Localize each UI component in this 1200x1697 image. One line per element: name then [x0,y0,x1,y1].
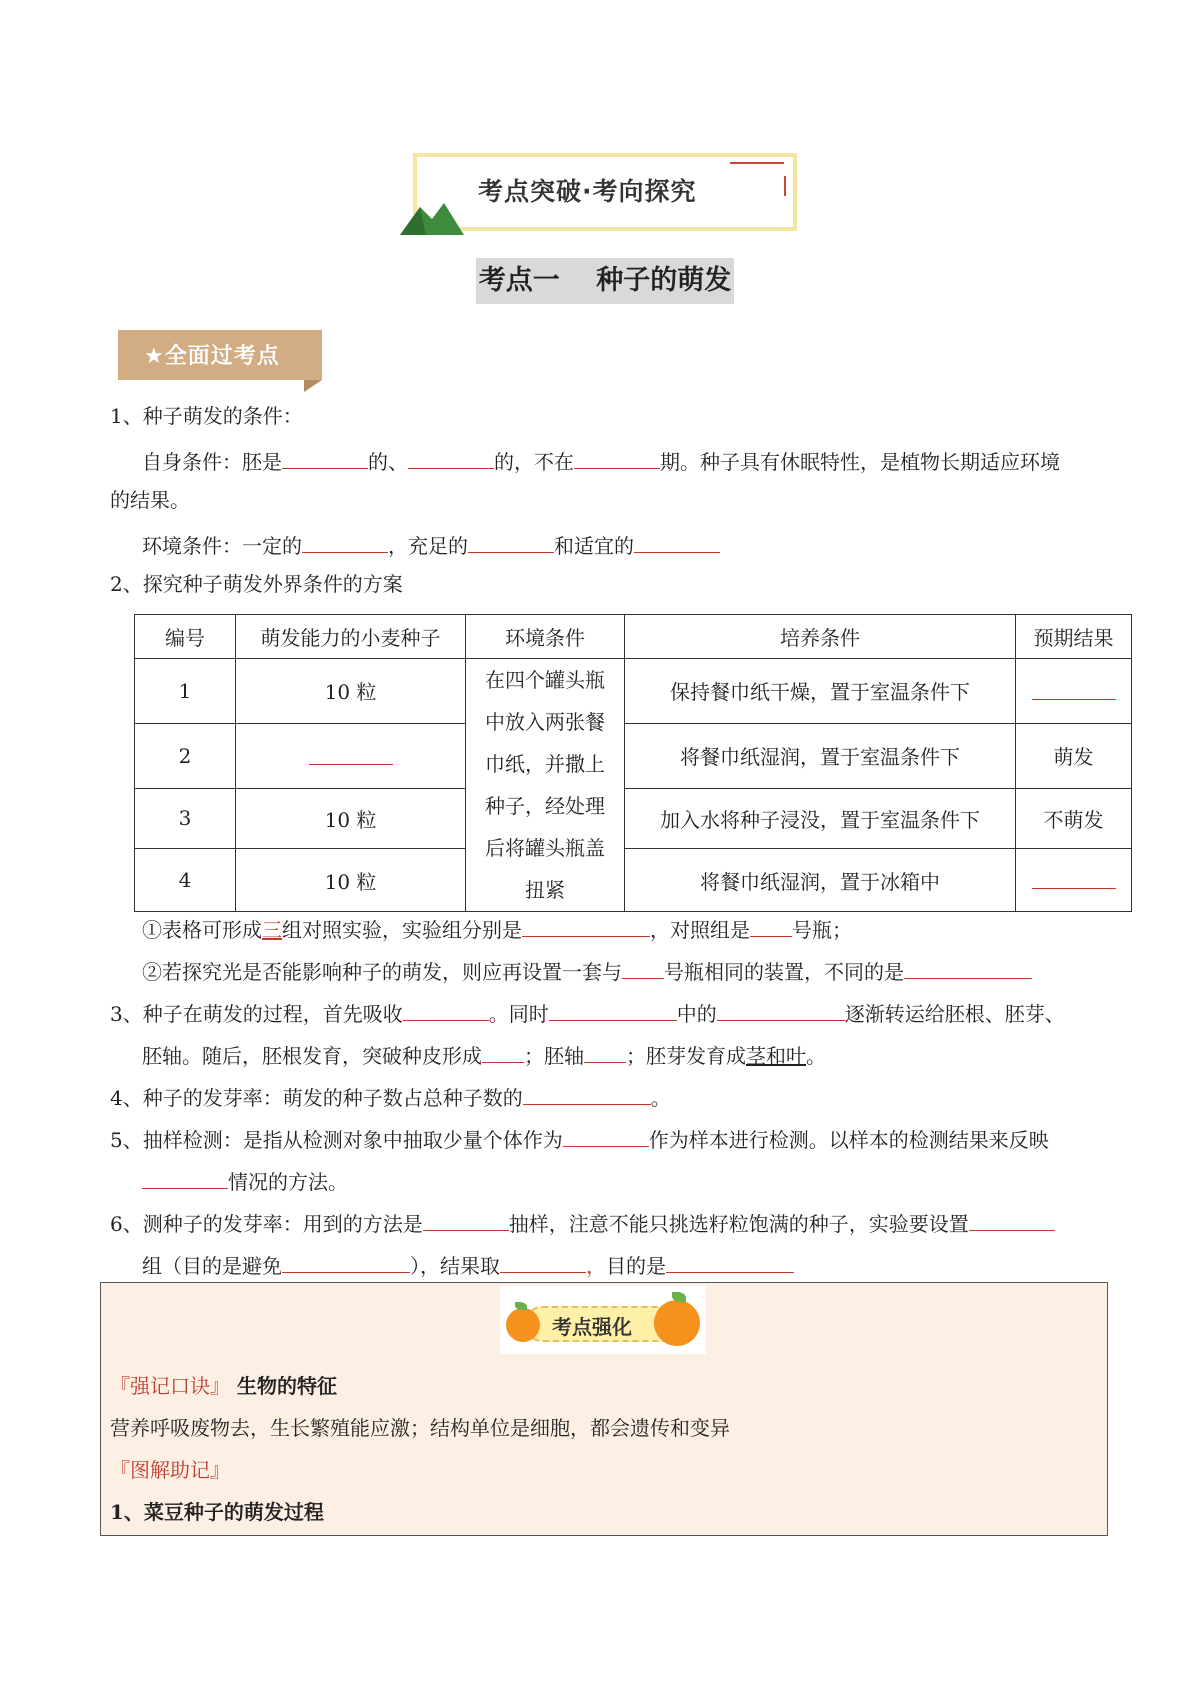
orange-icon [654,1300,700,1346]
answer-text: 三 [262,918,282,942]
table-header: 培养条件 [625,615,1016,659]
cell-result: 不萌发 [1016,788,1132,849]
table-header: 环境条件 [466,615,625,659]
q5-line1 [110,1124,1049,1152]
blank-field[interactable] [500,1250,586,1273]
banner-title: 考点突破·考向探究 [478,177,697,206]
q6-line2 [142,1250,794,1278]
blank-field[interactable] [1032,677,1116,700]
cell-id: 2 [135,723,236,788]
text: 号瓶相同的装置，不同的是 [664,960,904,984]
table-row [135,723,1132,788]
text: 3、种子在萌发的过程，首先吸收 [110,1002,403,1026]
mnemonic-label: 『强记口诀』 [110,1374,230,1398]
blank-field[interactable] [282,1250,410,1273]
q6-line1 [110,1208,1055,1236]
diagram-item: 1、菜豆种子的萌发过程 [110,1500,324,1524]
diagram-label-text: 『图解助记』 [110,1458,230,1482]
env-line: 扭紧 [525,878,565,902]
experiment-table [134,614,1132,912]
text: 组（目的是避免 [142,1254,282,1278]
text: 自身条件：胚是 [142,450,282,474]
q4-line [110,1082,671,1110]
table-row [135,788,1132,849]
q2-heading: 2、探究种子萌发外界条件的方案 [110,572,403,596]
text: ；胚轴 [524,1044,584,1068]
blank-field[interactable] [522,914,650,937]
blank-field[interactable] [468,530,554,553]
leaf-icon [515,1302,527,1310]
section-title: 考点一 种子的萌发 [476,258,734,304]
blank-field[interactable] [750,914,792,937]
cell-result [1016,849,1132,912]
mnemonic-text: 营养呼吸废物去，生长繁殖能应激；结构单位是细胞，都会遗传和变异 [110,1416,730,1440]
env-line: 种子，经处理 [485,794,605,818]
blank-field[interactable] [302,530,388,553]
blank-field[interactable] [1032,866,1116,889]
text: 。 [650,1086,671,1110]
text: 。同时 [488,1002,549,1026]
blank-field[interactable] [969,1208,1055,1231]
leaf-icon [672,1292,686,1302]
text: 胚轴。随后，胚根发育，突破种皮形成 [142,1044,482,1068]
cell-seeds: 10 粒 [236,788,466,849]
cell-seeds [236,723,466,788]
text: 期。种子具有休眠特性，是植物长期适应环境 [660,450,1060,474]
text: ；胚芽发育成 [626,1044,746,1068]
blank-field[interactable] [622,956,664,979]
blank-field[interactable] [309,742,393,765]
cell-result [1016,659,1132,724]
diagram-label [110,1458,230,1482]
badge-label: 考点强化 [552,1315,632,1339]
cell-result: 萌发 [1016,723,1132,788]
blank-field[interactable] [574,446,660,469]
env-line: 巾纸，并撒上 [485,752,605,776]
cell-culture: 加入水将种子浸没，置于室温条件下 [625,788,1016,849]
env-line: 中放入两张餐 [485,710,605,734]
cell-environment [466,659,625,912]
env-line: 后将罐头瓶盖 [485,836,605,860]
text: 中的 [676,1002,717,1026]
answer-text: ， [586,1254,606,1278]
q3-line1 [110,998,1065,1026]
cell-id: 3 [135,788,236,849]
text: 组对照实验，实验组分别是 [282,918,522,942]
blank-field[interactable] [549,998,677,1021]
text: 逐渐转运给胚根、胚芽、 [844,1002,1065,1026]
text: 的、 [368,450,408,474]
text: 和适宜的 [554,534,634,558]
text: 目的是 [606,1254,666,1278]
blank-field[interactable] [282,446,368,469]
tag-label: ★全面过考点 [144,344,280,369]
mnemonic-title: 生物的特征 [236,1374,337,1398]
q1-heading: 1、种子萌发的条件： [110,404,303,428]
text: 号瓶； [792,918,852,942]
env-line: 在四个罐头瓶 [485,668,605,692]
text: 环境条件：一定的 [142,534,302,558]
banner-decor-line [730,162,784,164]
table-header: 预期结果 [1016,615,1132,659]
text: ②若探究光是否能影响种子的萌发，则应再设置一套与 [142,960,622,984]
underlined-text: 茎和叶 [746,1044,806,1068]
text: ，充足的 [388,534,468,558]
blank-field[interactable] [403,998,489,1021]
text: 情况的方法。 [228,1170,348,1194]
blank-field[interactable] [142,1166,228,1189]
text: 4、种子的发芽率：萌发的种子数占总种子数的 [110,1086,523,1110]
blank-field[interactable] [563,1124,649,1147]
blank-field[interactable] [666,1250,794,1273]
text: ），结果取 [410,1254,500,1278]
q5-line2 [142,1166,348,1194]
table-header: 编号 [135,615,236,659]
cell-culture: 将餐巾纸湿润，置于冰箱中 [625,849,1016,912]
q1-self-line [142,446,1060,474]
q1-env-line [142,530,720,558]
text: ，对照组是 [650,918,750,942]
orange-icon [506,1308,540,1342]
text: 作为样本进行检测。以样本的检测结果来反映 [648,1128,1049,1152]
q2-note2 [142,956,1032,984]
blank-field[interactable] [408,446,494,469]
text: ①表格可形成 [142,918,262,942]
table-row [135,659,1132,724]
cell-id: 4 [135,849,236,912]
blank-field[interactable] [523,1082,651,1105]
blank-field[interactable] [717,998,845,1021]
text: 5、抽样检测：是指从检测对象中抽取少量个体作为 [110,1128,563,1152]
text: 抽样，注意不能只挑选籽粒饱满的种子，实验要设置 [508,1212,969,1236]
table-row [135,849,1132,912]
cell-seeds: 10 粒 [236,849,466,912]
cell-culture: 保持餐巾纸干燥，置于室温条件下 [625,659,1016,724]
blank-field[interactable] [904,956,1032,979]
blank-field[interactable] [482,1040,524,1063]
table-header: 萌发能力的小麦种子 [236,615,466,659]
cell-id: 1 [135,659,236,724]
text: 6、测种子的发芽率：用到的方法是 [110,1212,423,1236]
q1-self-line-cont: 的结果。 [110,488,190,512]
q3-line2 [142,1040,826,1068]
mnemonic-heading [110,1374,337,1398]
text: 。 [806,1044,826,1068]
blank-field[interactable] [634,530,720,553]
banner-decor-tick [784,176,786,196]
cell-culture: 将餐巾纸湿润，置于室温条件下 [625,723,1016,788]
tag-fold [304,380,322,392]
mountain-icon [398,197,468,237]
cell-seeds: 10 粒 [236,659,466,724]
blank-field[interactable] [423,1208,509,1231]
q2-note1 [142,914,852,942]
text: 的，不在 [494,450,574,474]
blank-field[interactable] [584,1040,626,1063]
